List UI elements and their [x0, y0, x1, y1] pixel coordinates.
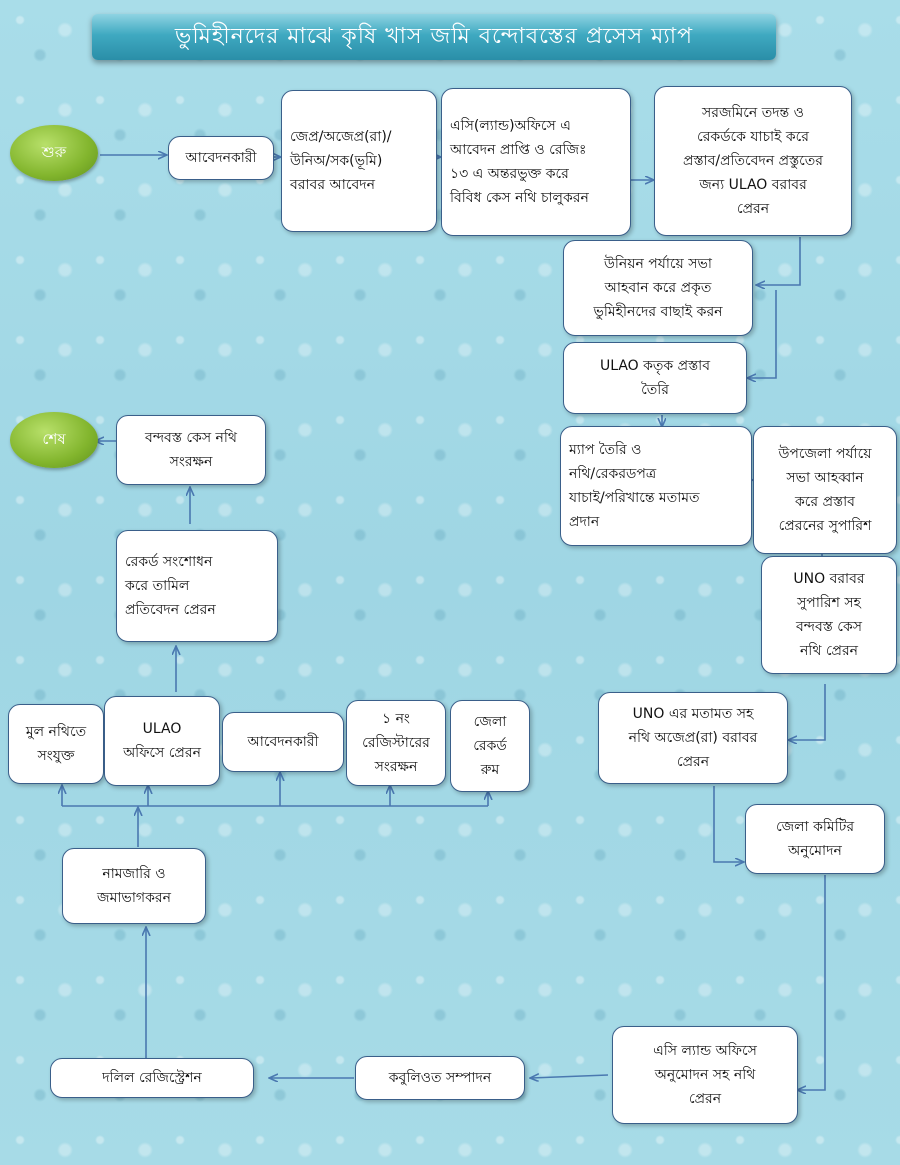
node-kabuliyat: কবুলিওত সম্পাদন — [355, 1056, 525, 1100]
arrow-opinion-district — [714, 786, 743, 862]
arrow-acland-kabuliyat — [531, 1075, 608, 1078]
arrow-inquiry-union — [757, 237, 800, 285]
node-namjari: নামজারি ও জমাভাগকরন — [62, 848, 206, 924]
start-node: শুরু — [10, 125, 98, 181]
node-ac-land-office: এসি(ল্যান্ড)অফিসে এ আবেদন প্রাপ্তি ও রেজিঃ ১৩ এ অন্তরভুক্ত করে বিবিধ কেস নথি চালুকরন — [441, 88, 631, 236]
node-district-committee: জেলা কমিটির অনুমোদন — [745, 804, 885, 874]
node-upazila-meeting: উপজেলা পর্যায়ে সভা আহব্বান করে প্রস্তাব প্রেরনের সুপারিশ — [753, 426, 897, 554]
node-record-correction: রেকর্ড সংশোধন করে তামিল প্রতিবেদন প্রেরন — [116, 530, 278, 642]
node-register-1: ১ নং রেজিস্টারের সংরক্ষন — [346, 700, 446, 786]
node-ulao-office-send: ULAO অফিসে প্রেরন — [104, 696, 220, 786]
page-title: ভুমিহীনদের মাঝে কৃষি খাস জমি বন্দোবস্তের প্রসেস ম্যাপ — [92, 14, 776, 60]
node-case-file-preserve: বন্দবস্ত কেস নথি সংরক্ষন — [116, 415, 266, 485]
node-apply-to: জেপ্র/অজেপ্র(রা)/ উনিঅ/সক(ভূমি) বরাবর আবেদন — [281, 90, 437, 232]
node-ulao-proposal: ULAO কতৃক প্রস্তাব তৈরি — [563, 342, 747, 414]
node-attach-main-file: মুল নথিতে সংযুক্ত — [8, 704, 104, 784]
node-applicant-2: আবেদনকারী — [222, 712, 344, 772]
end-node: শেষ — [10, 412, 98, 468]
node-map-making: ম্যাপ তৈরি ও নথি/রেকরডপত্র যাচাই/পরিখান্তে মতামত প্রদান — [560, 426, 752, 546]
node-ac-land-approval: এসি ল্যান্ড অফিসে অনুমোদন সহ নথি প্রেরন — [612, 1026, 798, 1124]
node-deed-registration: দলিল রেজিস্ট্রেশন — [50, 1058, 254, 1098]
node-applicant: আবেদনকারী — [168, 136, 274, 180]
node-uno-opinion: UNO এর মতামত সহ নথি অজেপ্র(রা) বরাবর প্রেরন — [598, 692, 788, 784]
node-field-inquiry: সরজমিনে তদন্ত ও রেকর্ডকে যাচাই করে প্রস্তাব/প্রতিবেদন প্রস্তুতের জন্য ULAO বরাবর প্রেরন — [654, 86, 852, 236]
arrow-district-acland — [798, 875, 825, 1090]
arrow-uno-opinion — [789, 684, 825, 740]
node-union-meeting: উনিয়ন পর্যায়ে সভা আহবান করে প্রকৃত ভুমিহীনদের বাছাই করন — [563, 240, 753, 336]
node-uno-send: UNO বরাবর সুপারিশ সহ বন্দবস্ত কেস নথি প্রেরন — [761, 556, 897, 674]
node-district-record-room: জেলা রেকর্ড রুম — [450, 700, 530, 792]
